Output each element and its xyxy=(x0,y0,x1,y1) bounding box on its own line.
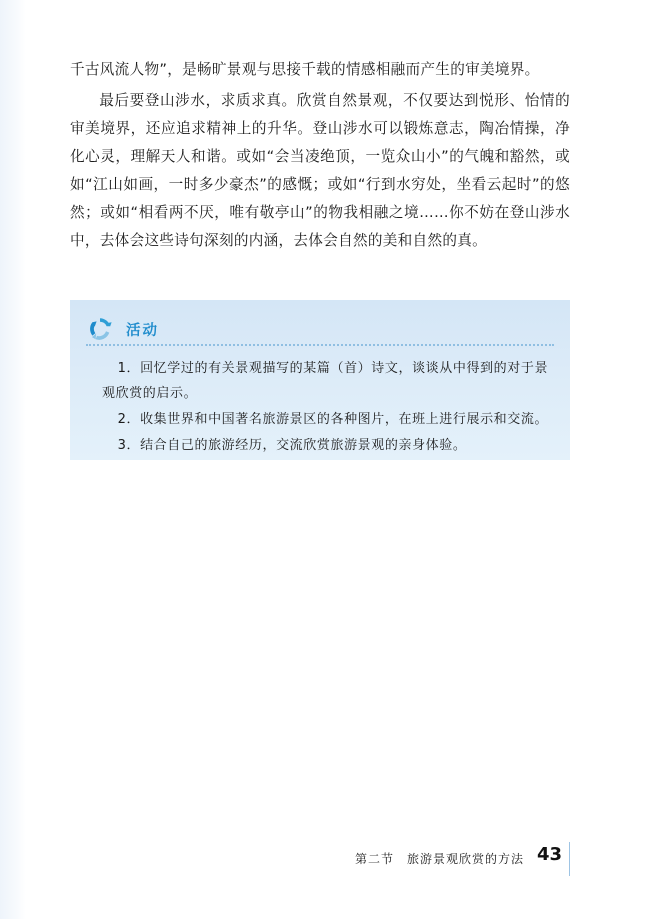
footer-divider xyxy=(569,842,570,876)
recycle-arrows-icon xyxy=(86,315,114,343)
paragraph-continued: 千古风流人物”，是畅旷景观与思接千载的情感相融而产生的审美境界。 xyxy=(70,61,540,78)
page-body xyxy=(70,56,570,255)
activity-divider xyxy=(86,344,554,347)
page-footer xyxy=(70,840,570,880)
footer-section-label: 第二节 旅游景观欣赏的方法 xyxy=(354,852,524,866)
activity-title: 活动 xyxy=(126,322,159,339)
activity-item: 1．回忆学过的有关景观描写的某篇（首）诗文，谈谈从中得到的对于景观欣赏的启示。 xyxy=(102,361,549,401)
activity-box xyxy=(70,300,570,460)
activity-item: 3．结合自己的旅游经历，交流欣赏旅游景观的亲身体验。 xyxy=(117,438,467,453)
paragraph-main: 最后要登山涉水，求质求真。欣赏自然景观，不仅要达到悦形、怡情的审美境界，还应追求精神上的升华。登山涉水可以锻炼意志，陶冶情操，净化心灵，理解天人和谐。或如“会当凌绝顶，一览众山小”的气魄和豁然，或如“江山如画，一时多少豪杰”的感慨；或如“行到水穷处，坐看云起时”的悠然；或如“相看两不厌，唯有敬亭山”的物我相融之境……你不妨在登山涉水中，去体会这些诗句深刻的内涵，去体会自然的美和自然的真。 xyxy=(70,92,570,249)
activity-header xyxy=(86,314,159,344)
activity-list xyxy=(102,356,552,459)
page-number: 43 xyxy=(536,844,562,865)
page-edge-band xyxy=(0,0,26,919)
activity-item: 2．收集世界和中国著名旅游景区的各种图片，在班上进行展示和交流。 xyxy=(117,412,549,427)
